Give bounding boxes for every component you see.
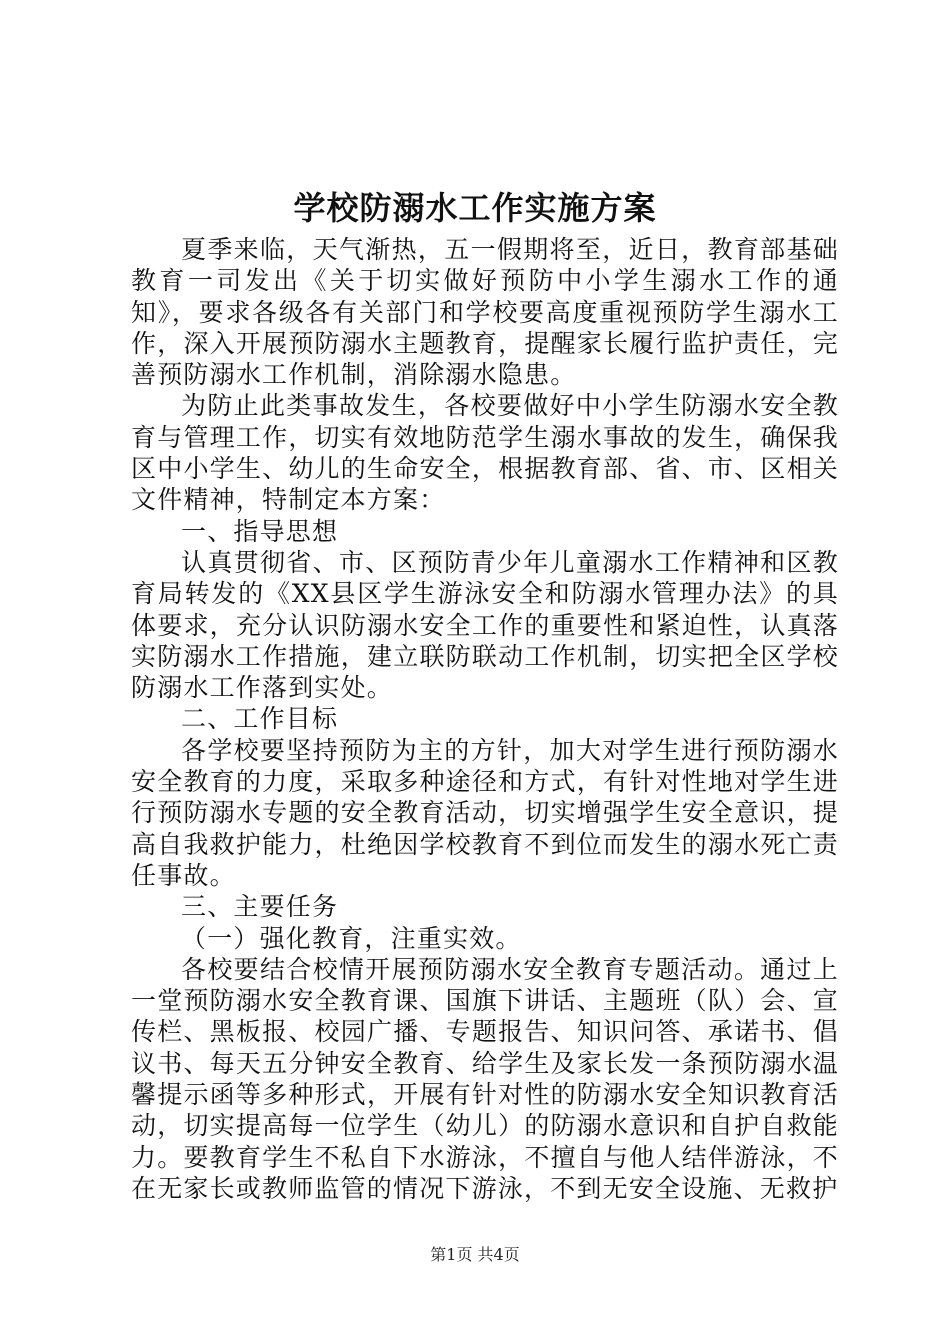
subsection-heading-education: （一）强化教育，注重实效。 [181, 923, 522, 953]
paragraph-work-goals: 各学校要坚持预防为主的方针，加大对学生进行预防溺水安全教育的力度，采取多种途径和方式，有针对性地对学生进行预防溺水专题的安全教育活动，切实增强学生安全意识，提高自我救护能力，杜绝因学校教育不到位而发生的溺水死亡责任事故。 [131, 735, 839, 890]
section-heading-guiding-thought: 一、指导思想 [181, 516, 339, 546]
document-title: 学校防溺水工作实施方案 [293, 189, 657, 227]
paragraph-purpose: 为防止此类事故发生，各校要做好中小学生防溺水安全教育与管理工作，切实有效地防范学生溺水事故的发生，确保我区中小学生、幼儿的生命安全，根据教育部、省、市、区相关文件精神，特制定本方案： [131, 391, 839, 515]
document-body [131, 234, 839, 1204]
paragraph-intro: 夏季来临，天气渐热，五一假期将至，近日，教育部基础教育一司发出《关于切实做好预防中小学生溺水工作的通知》，要求各级各有关部门和学校要高度重视预防学生溺水工作，深入开展预防溺水主题教育，提醒家长履行监护责任，完善预防溺水工作机制，消除溺水隐患。 [131, 235, 839, 390]
paragraph-guiding-thought: 认真贯彻省、市、区预防青少年儿童溺水工作精神和区教育局转发的《XX县区学生游泳安全和防溺水管理办法》的具体要求，充分认识防溺水安全工作的重要性和紧迫性，认真落实防溺水工作措施，建立联防联动工作机制，切实把全区学校防溺水工作落到实处。 [131, 547, 839, 703]
section-heading-work-goals: 二、工作目标 [181, 704, 339, 734]
paragraph-education: 各校要结合校情开展预防溺水安全教育专题活动。通过上一堂预防溺水安全教育课、国旗下讲话、主题班（队）会、宣传栏、黑板报、校园广播、专题报告、知识问答、承诺书、倡议书、每天五分钟安全教育、给学生及家长发一条预防溺水温馨提示函等多种形式，开展有针对性的防溺水安全知识教育活动，切实提高每一位学生（幼儿）的防溺水意识和自护自救能力。要教育学生不私自下水游泳，不擅自与他人结伴游泳，不在无家长或教师监管的情况下游泳，不到无安全设施、无救护 [131, 954, 839, 1203]
page-number-footer: 第1页 共4页 [430, 1245, 520, 1264]
section-heading-main-tasks: 三、主要任务 [181, 892, 339, 922]
